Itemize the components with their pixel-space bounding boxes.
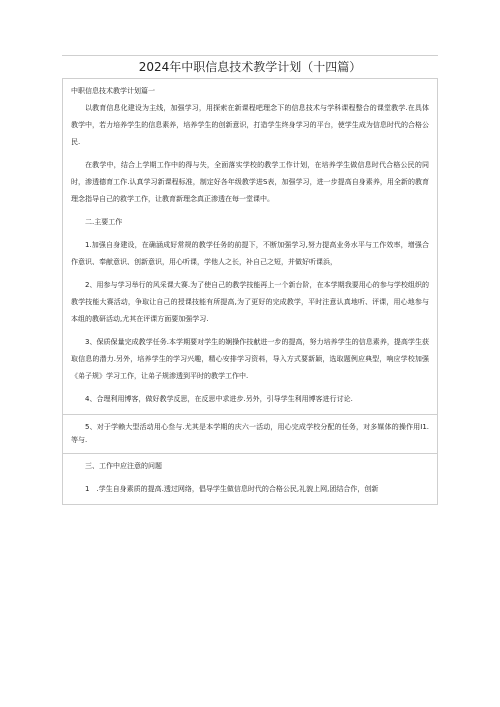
main-section xyxy=(63,79,437,415)
content-frame xyxy=(62,79,438,505)
issue-item-1: 1 .学生自身素质的提高.透过网络，倡导学生做信息时代的合格公民,礼貌上网,团结合作，创新 xyxy=(85,485,379,493)
section-title: 中职信息技术教学计划篇一 xyxy=(71,87,155,95)
work-item-2: 2、用参与学习举行的风采课大赛.为了使自己的教学技能再上一个新台阶，在本学期我要用心的参与学校组织的教学技能大赛活动，争取让自己的授课技能有所提高,为了更好的完成教学，平时注意认真地听、评课，用心地参与本组的教研活动,尤其在评课方面要加强学习. xyxy=(71,281,429,323)
issues-section xyxy=(63,454,437,505)
work-item-5: 5、对于学赖大型活动用心叁与.尤其是本学期的庆六一活动，用心完成学校分配的任务，对多媒体的操作用I1.等与. xyxy=(71,423,429,444)
work-item-5-block xyxy=(63,415,437,454)
heading-main-work: 二.主要工作 xyxy=(85,218,123,226)
paragraph-2: 在教学中，结合上学期工作中的得与失，全面落实学校的教学工作计划，在培养学生做信息时代合格公民的同时，渗透德育工作.认真学习新课程标准，制定好各年级教学进S表，加强学习，进一步提高自身素养，用全新的教育理念指导自己的救学工作，让教育新理念真正渗透在每一堂课中。 xyxy=(71,161,429,203)
document-title: 2024年中职信息技术教学计划（十四篇） xyxy=(62,55,438,79)
paragraph-1: 以教育信息化建设为主线，加强学习，用探索在新课程吧理念下的信息技术与学科课程整合的课堂教学.在具体教学中，若力培养学生的信息素养，培养学生的创新意识，打造学生终身学习的平台，使学生成为信息时代的合格公民. xyxy=(71,104,429,146)
work-item-3: 3、保质保量完成教学任务.本学期要对学生的娴操作技献进一步的提高，努力培养学生的信息素养，提高学生获取信息的潜力.另外，培养学生的学习兴趣，精心安排学习资料，导入方式要新颖，选取题例应典型，响应学校加强《弟子规》学习工作，让弟子规渗透到平时的教学工作中. xyxy=(71,338,429,380)
work-item-4: 4、合理利用博客，做好教学反思，在反思中求进步.另外，引导学生利用博客进行讨论. xyxy=(85,395,353,403)
document-page xyxy=(62,55,438,505)
heading-issues: 三、工作中应注意的问题 xyxy=(85,462,162,470)
work-item-1: 1.加强自身建设，在确涵成好常规的教学任务的前提下，不断加强学习,努力提高业务水平与工作效率，增强合作意识、奉献意识、创新意识，用心听课，学他人之长，补自己之短，并做好听课浜， xyxy=(71,241,429,266)
